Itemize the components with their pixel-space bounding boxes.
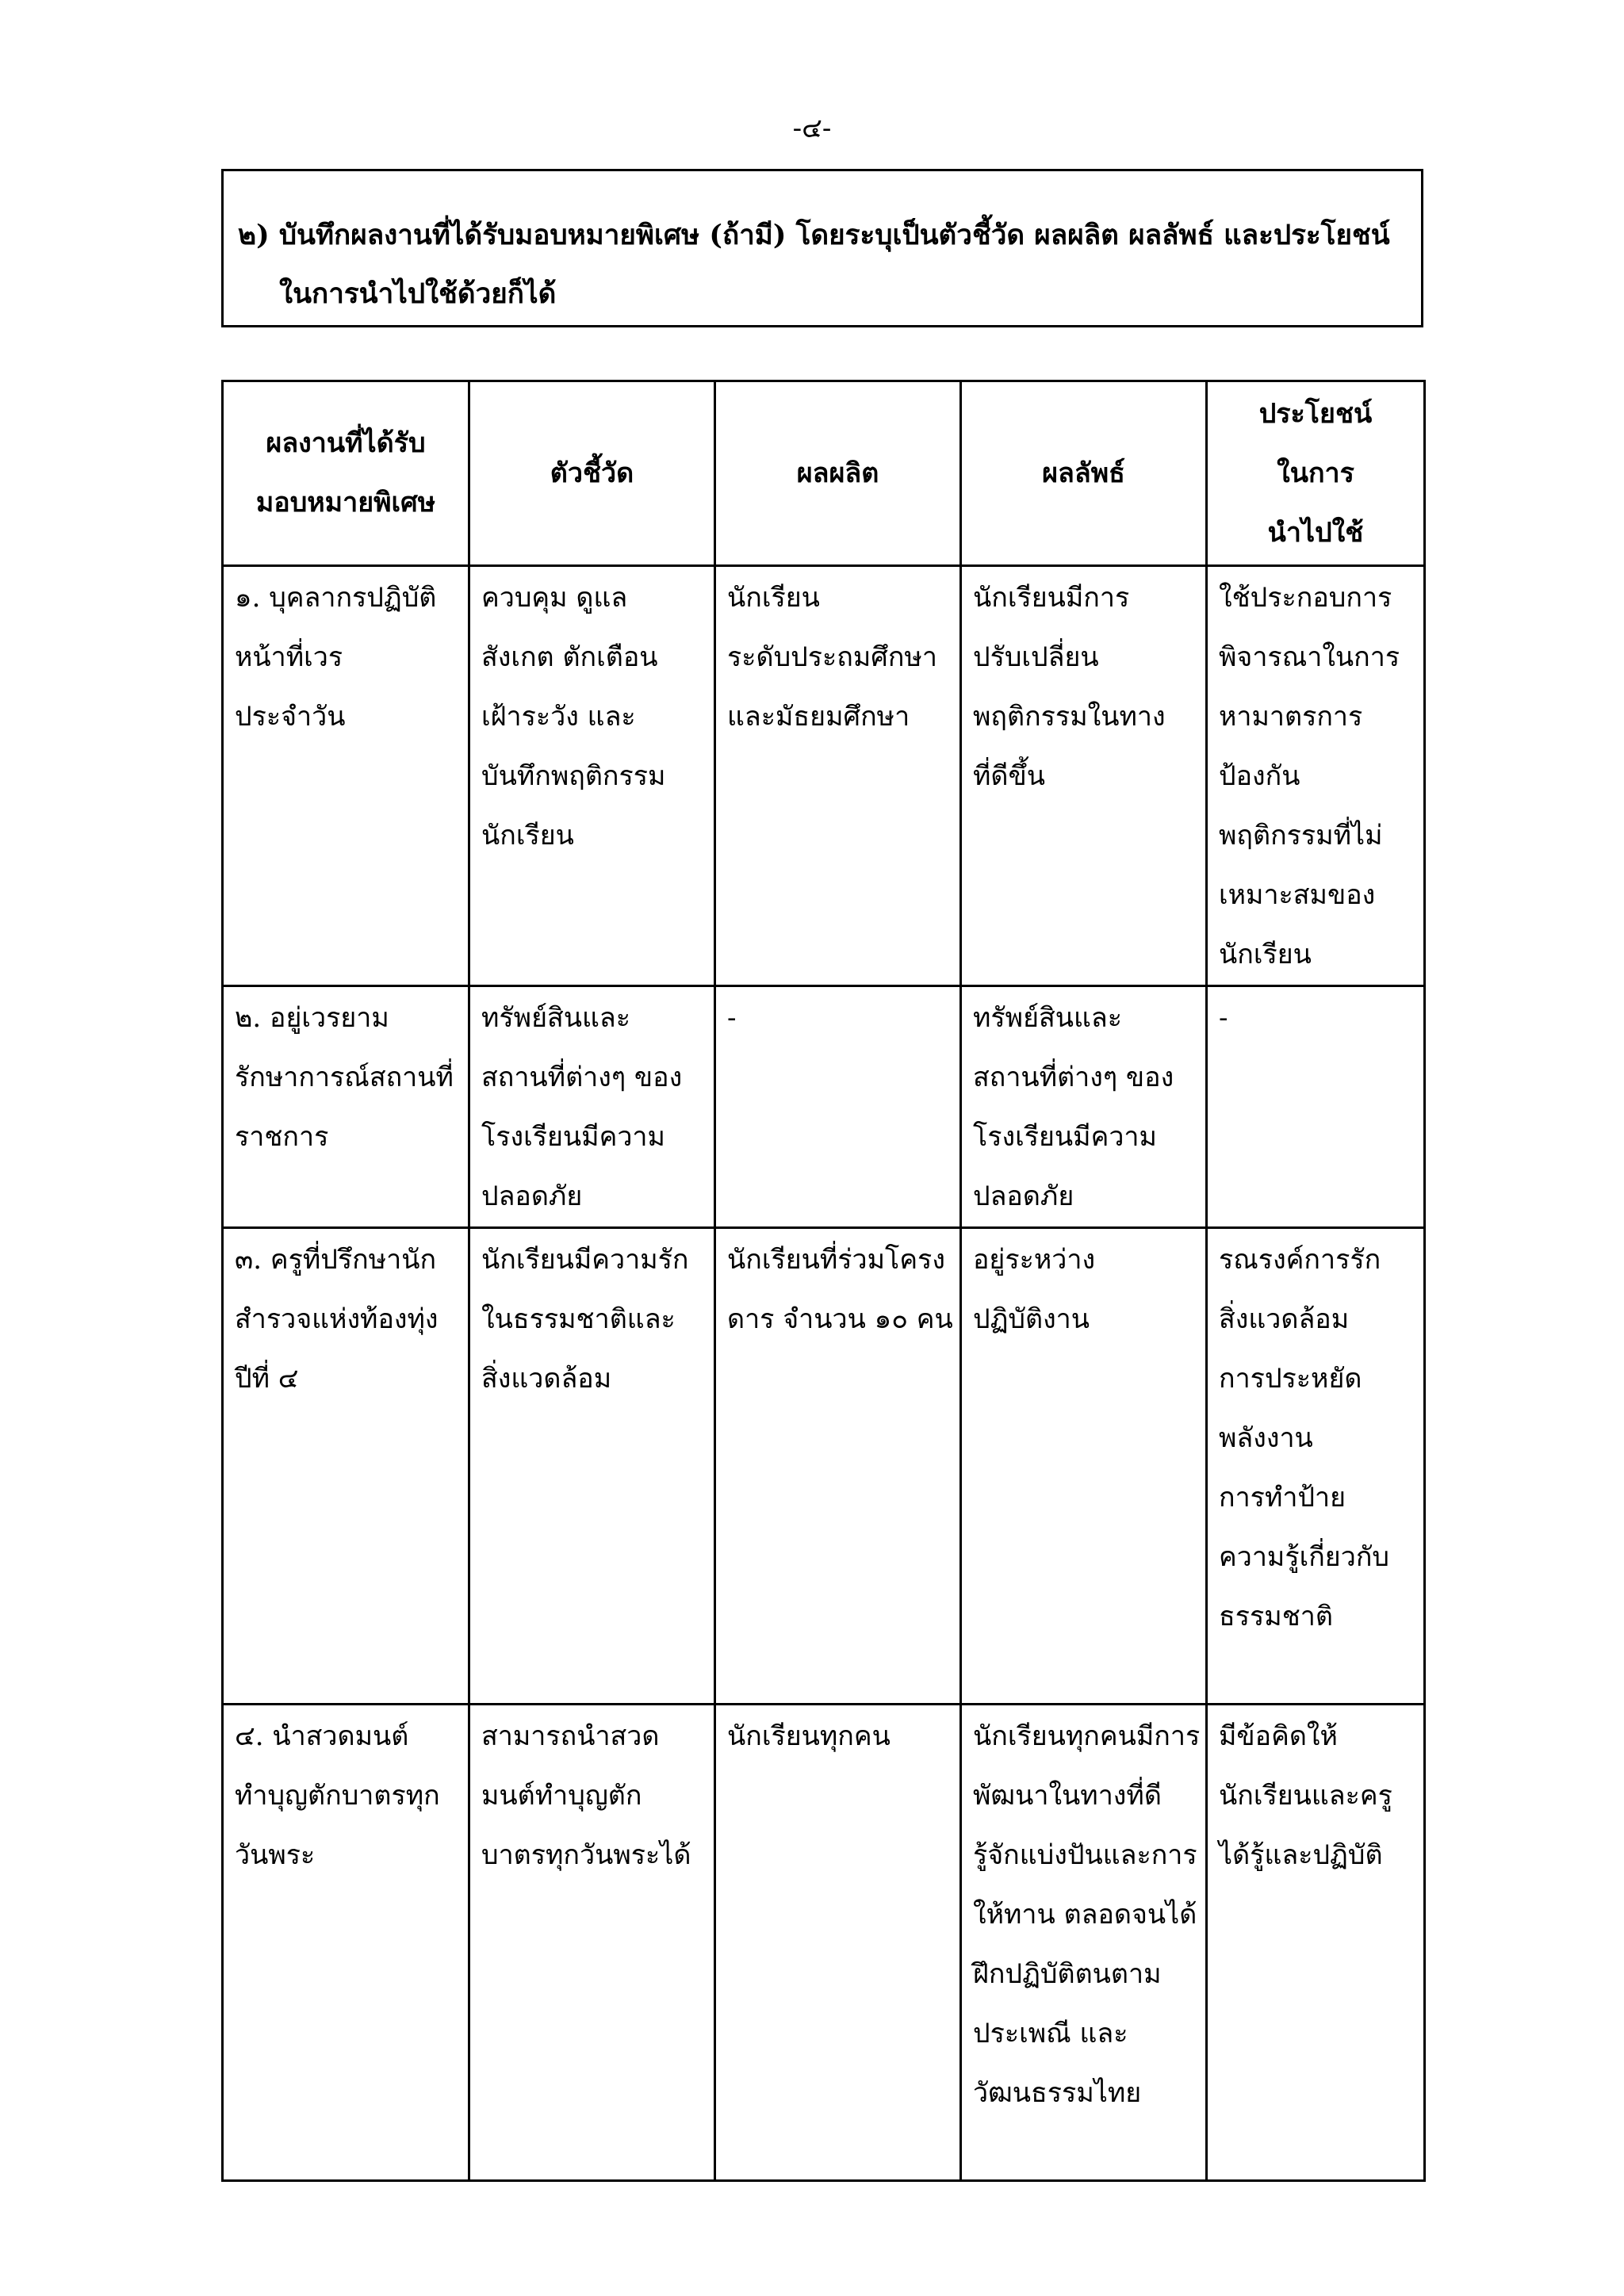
page-number: -๔- <box>792 113 832 144</box>
header-outcome: ผลลัพธ์ <box>961 381 1207 566</box>
assigned-work-table <box>221 380 1426 2182</box>
table-row <box>223 1228 1425 1705</box>
cell-assigned-work: ๔. นำสวดมนต์ ทำบุญตักบาตรทุก วันพระ <box>223 1705 469 2181</box>
table-row <box>223 986 1425 1228</box>
section-heading-box <box>221 169 1423 327</box>
section-heading-line-1: ๒) บันทึกผลงานที่ได้รับมอบหมายพิเศษ (ถ้ามี) โดยระบุเป็นตัวชี้วัด ผลผลิต ผลลัพธ์ และประโยชน์ <box>238 219 1390 251</box>
cell-assigned-work: ๓. ครูที่ปรึกษานัก สำรวจแห่งท้องทุ่ง ปีที่ ๔ <box>223 1228 469 1705</box>
table-header-row <box>223 381 1425 566</box>
header-indicator: ตัวชี้วัด <box>469 381 715 566</box>
table-row <box>223 1705 1425 2181</box>
section-heading-line-2: ในการนำไปใช้ด้วยก็ได้ <box>279 277 557 310</box>
cell-outcome: นักเรียนมีการ ปรับเปลี่ยน พฤติกรรมในทาง ที่ดีขึ้น <box>961 566 1207 986</box>
cell-benefit: รณรงค์การรัก สิ่งแวดล้อม การประหยัด พลังงาน การทำป้าย ความรู้เกี่ยวกับ ธรรมชาติ <box>1207 1228 1425 1705</box>
cell-benefit: - <box>1207 986 1425 1228</box>
cell-outcome: อยู่ระหว่าง ปฏิบัติงาน <box>961 1228 1207 1705</box>
cell-benefit: ใช้ประกอบการ พิจารณาในการ หามาตรการ ป้องกัน พฤติกรรมที่ไม่ เหมาะสมของ นักเรียน <box>1207 566 1425 986</box>
cell-assigned-work: ๑. บุคลากรปฏิบัติ หน้าที่เวร ประจำวัน <box>223 566 469 986</box>
cell-assigned-work: ๒. อยู่เวรยาม รักษาการณ์สถานที่ ราชการ <box>223 986 469 1228</box>
cell-output: นักเรียนทุกคน <box>715 1705 961 2181</box>
header-output: ผลผลิต <box>715 381 961 566</box>
table-row <box>223 566 1425 986</box>
cell-indicator: นักเรียนมีความรัก ในธรรมชาติและ สิ่งแวดล้อม <box>469 1228 715 1705</box>
cell-output: - <box>715 986 961 1228</box>
cell-outcome: ทรัพย์สินและ สถานที่ต่างๆ ของ โรงเรียนมีความ ปลอดภัย <box>961 986 1207 1228</box>
cell-output: นักเรียน ระดับประถมศึกษา และมัธยมศึกษา <box>715 566 961 986</box>
cell-indicator: สามารถนำสวด มนต์ทำบุญตัก บาตรทุกวันพระได้ <box>469 1705 715 2181</box>
cell-output: นักเรียนที่ร่วมโครง ดาร จำนวน ๑๐ คน <box>715 1228 961 1705</box>
header-assigned-work: ผลงานที่ได้รับ มอบหมายพิเศษ <box>223 381 469 566</box>
cell-indicator: ควบคุม ดูแล สังเกต ตักเตือน เฝ้าระวัง และ บันทึกพฤติกรรม นักเรียน <box>469 566 715 986</box>
cell-benefit: มีข้อคิดให้ นักเรียนและครู ได้รู้และปฏิบัติ <box>1207 1705 1425 2181</box>
cell-outcome: นักเรียนทุกคนมีการ พัฒนาในทางที่ดี รู้จักแบ่งปันและการ ให้ทาน ตลอดจนได้ ฝึกปฏิบัติตนตาม ประเพณี และ วัฒนธรรมไทย <box>961 1705 1207 2181</box>
cell-indicator: ทรัพย์สินและ สถานที่ต่างๆ ของ โรงเรียนมีความ ปลอดภัย <box>469 986 715 1228</box>
header-benefit: ประโยชน์ ในการ นำไปใช้ <box>1207 381 1425 566</box>
